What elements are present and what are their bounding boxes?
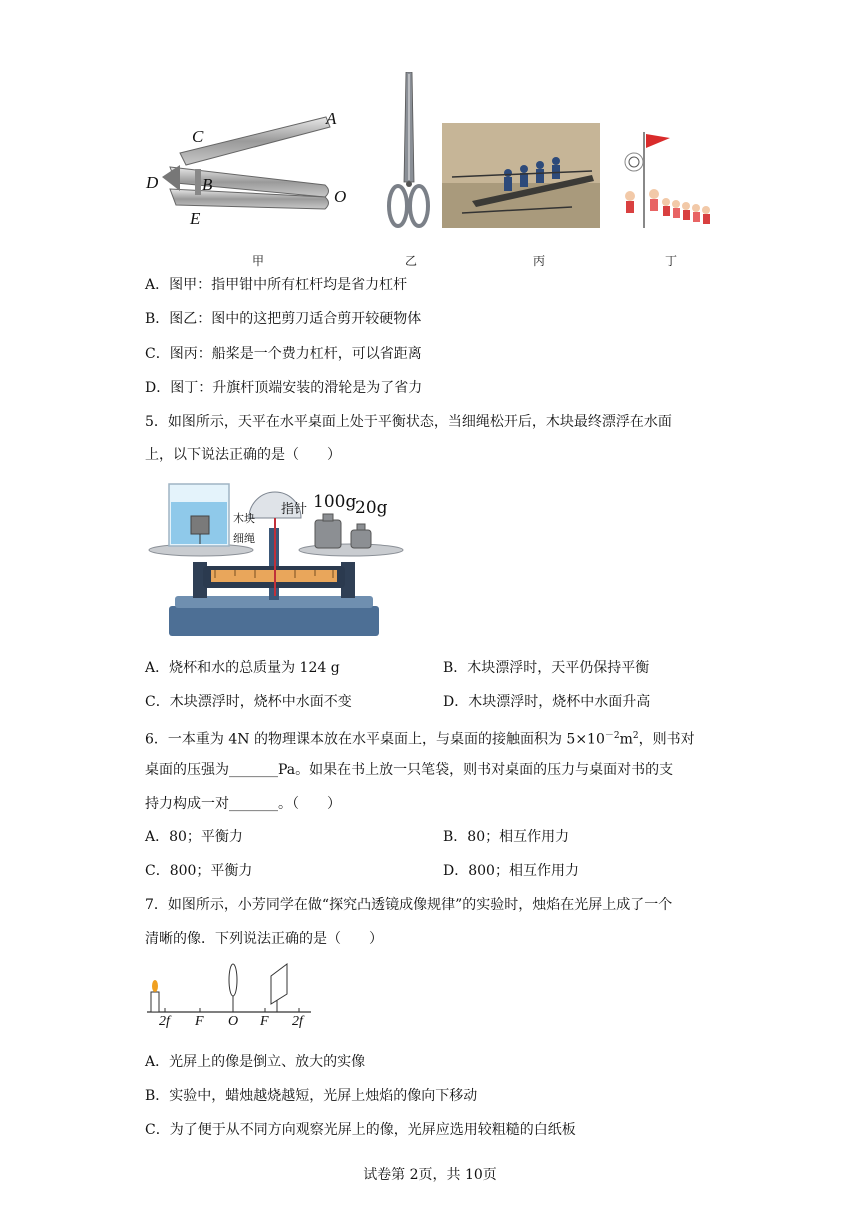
- q6-unit-exponent: 2: [632, 731, 639, 741]
- tick-f-right: F: [260, 1014, 269, 1029]
- q6-stem-line1-text: 6．一本重为 4N 的物理课本放在水平桌面上，与桌面的接触面积为 5×10: [145, 731, 605, 748]
- tick-2f-left: 2f: [159, 1014, 170, 1029]
- label-weight-20g: 20g: [355, 498, 388, 518]
- q7-stem-line1: 7．如图所示，小芳同学在做“探究凸透镜成像规律”的实验时，烛焰在光屏上成了一个: [145, 897, 673, 913]
- flag-raising-figure: [620, 128, 716, 232]
- q6-exponent: －2: [604, 731, 620, 741]
- tick-o: O: [228, 1014, 239, 1029]
- label-pointer: 指针: [281, 502, 308, 517]
- q6-option-c: C．800；平衡力: [145, 863, 253, 879]
- q4-option-c: C．图丙：船桨是一个费力杠杆，可以省距离: [145, 346, 422, 362]
- optical-bench-figure: [145, 960, 315, 1036]
- q6-stem-line2: 桌面的压强为_______Pa。如果在书上放一只笔袋，则书对桌面的压力与桌面对书的支: [145, 762, 674, 778]
- label-weight-100g: 100g: [313, 492, 357, 512]
- label-block: 木块: [233, 512, 255, 525]
- balance-figure: [145, 478, 405, 640]
- q5-option-a: A．烧杯和水的总质量为 124 g: [145, 660, 340, 676]
- q6-stem-line3: 持力构成一对_______。（ ）: [145, 796, 341, 812]
- q6-stem-line1-tail: ，则书对: [638, 731, 695, 748]
- q6-option-a: A．80；平衡力: [145, 829, 243, 845]
- scissors-figure: [386, 72, 430, 232]
- q6-stem-line1: [145, 726, 695, 750]
- q7-option-b: B．实验中，蜡烛越烧越短，光屏上烛焰的像向下移动: [145, 1088, 478, 1104]
- q5-stem-line1: 5．如图所示，天平在水平桌面上处于平衡状态，当细绳松开后，木块最终漂浮在水面: [145, 414, 672, 430]
- tick-f-left: F: [195, 1014, 204, 1029]
- caption-bing: 丙: [533, 254, 546, 268]
- label-B: B: [202, 175, 213, 194]
- q4-option-d: D．图丁：升旗杆顶端安装的滑轮是为了省力: [145, 380, 423, 396]
- caption-jia: 甲: [252, 254, 265, 268]
- label-O: O: [334, 187, 347, 206]
- q5-stem-line2: 上，以下说法正确的是（ ）: [145, 447, 341, 463]
- q5-option-d: D．木块漂浮时，烧杯中水面升高: [443, 694, 651, 710]
- label-A: A: [326, 109, 337, 128]
- nail-clipper-figure: [140, 105, 360, 235]
- label-rope: 细绳: [233, 532, 255, 545]
- label-E: E: [190, 209, 201, 228]
- q7-stem-line2: 清晰的像．下列说法正确的是（ ）: [145, 931, 383, 947]
- q6-option-b: B．80；相互作用力: [443, 829, 570, 845]
- q5-option-c: C．木块漂浮时，烧杯中水面不变: [145, 694, 352, 710]
- rowing-photo: [442, 123, 600, 228]
- q7-option-c: C．为了便于从不同方向观察光屏上的像，光屏应选用较粗糙的白纸板: [145, 1122, 576, 1138]
- label-C: C: [192, 127, 204, 146]
- label-D: D: [146, 173, 159, 192]
- q7-option-a: A．光屏上的像是倒立、放大的实像: [145, 1054, 366, 1070]
- q6-unit-m: m: [619, 731, 633, 748]
- q6-option-d: D．800；相互作用力: [443, 863, 579, 879]
- caption-ding: 丁: [665, 254, 678, 268]
- q4-option-b: B．图乙：图中的这把剪刀适合剪开较硬物体: [145, 311, 422, 327]
- page-footer: 试卷第 2页，共 10页: [363, 1167, 497, 1183]
- q5-option-b: B．木块漂浮时，天平仍保持平衡: [443, 660, 650, 676]
- q4-option-a: A．图甲：指甲钳中所有杠杆均是省力杠杆: [145, 277, 408, 293]
- tick-2f-right: 2f: [292, 1014, 303, 1029]
- caption-yi: 乙: [405, 254, 418, 268]
